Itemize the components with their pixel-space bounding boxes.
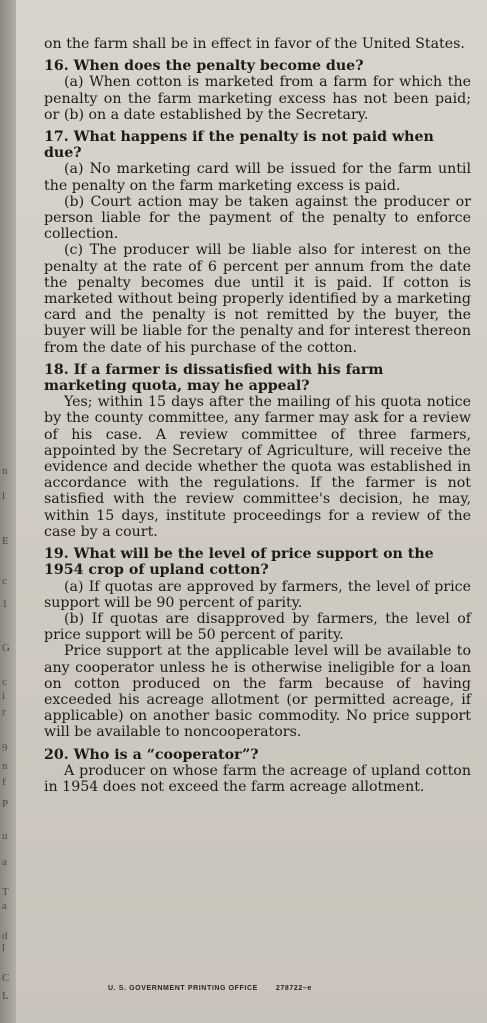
question-18-heading: 18. If a farmer is dissatisfied with his farm marketing quota, may he appeal? — [44, 361, 384, 395]
margin-glyph: 1 — [2, 598, 8, 610]
margin-glyph: a — [2, 900, 7, 912]
margin-glyph: E — [2, 535, 9, 547]
margin-glyph: c — [2, 676, 7, 688]
question-16-heading: 16. When does the penalty become due? — [44, 58, 364, 75]
page-margin-strip — [0, 0, 16, 1023]
question-19-heading: 19. What will be the level of price support on the 1954 crop of upland cotton? — [44, 546, 434, 579]
question-17-answer-b: (b) Court action may be taken against the producer or person liable for the payment of the penalty to enforce collection. — [44, 193, 471, 243]
intro-text: on the farm shall be in effect in favor of the United States. — [44, 36, 465, 52]
print-code: 278722–e — [275, 985, 312, 992]
margin-glyph: 9 — [2, 742, 8, 754]
question-16-answer: (a) When cotton is marketed from a farm for which the penalty on the farm marketing excess has not been paid; or (b) on a date established by the Secretary. — [44, 74, 471, 123]
margin-glyph: f — [2, 776, 6, 788]
question-20-answer: A producer on whose farm the acreage of upland cotton in 1954 does not exceed the farm acreage allotment. — [44, 762, 471, 795]
margin-glyph: d — [2, 930, 8, 942]
question-19-answer-b: (b) If quotas are disapproved by farmers, the level of price support will be 50 percent of parity. — [44, 610, 471, 644]
margin-glyph: i — [2, 690, 6, 702]
margin-glyph: r — [2, 706, 6, 718]
margin-glyph: l — [2, 490, 6, 502]
margin-glyph: T — [2, 886, 9, 898]
question-17-heading: 17. What happens if the penalty is not paid when due? — [44, 129, 434, 162]
document-page — [16, 0, 487, 1023]
question-19-answer-a: (a) If quotas are approved by farmers, the level of price support will be 90 percent of parity. — [44, 578, 471, 611]
margin-glyph: l — [2, 942, 6, 954]
margin-glyph: n — [2, 465, 8, 477]
margin-glyph: C — [2, 972, 10, 984]
margin-glyph: G — [2, 642, 10, 654]
question-20-heading: 20. Who is a “cooperator”? — [44, 746, 259, 763]
margin-glyph: n — [2, 760, 8, 772]
margin-glyph: c — [2, 575, 7, 587]
question-17-answer-c: (c) The producer will be liable also for interest on the penalty at the rate of 6 percent per annum from the date the penalty becomes due until it is paid. If cotton is marketed without being properly identified by a marketing card and the penalty is not remitted by the buyer, the buyer will be liable for the penalty and for interest thereon from the date of his purchase of the cotton. — [44, 242, 471, 356]
margin-glyph: u — [2, 830, 8, 842]
question-18-answer: Yes; within 15 days after the mailing of his quota notice by the county committee, any farmer may ask for a review of his case. A review committee of three farmers, appointed by the Secretary of Agriculture, will receive the evidence and decide whether the quota was established in accordance with the regulations. If the farmer is not satisfied with the review committee's decision, he may, within 15 days, institute proceedings for a review of the case by a court. — [44, 394, 471, 540]
question-17-answer-a: (a) No marketing card will be issued for the farm until the penalty on the farm marketing excess is paid. — [44, 161, 471, 194]
question-19-price-support: Price support at the applicable level will be available to any cooperator unless he is otherwise ineligible for a loan on cotton produced on the farm because of having exceeded his acreage allotment (or permitted acreage, if applicable) on another basic commodity. No price support will be available to noncooperators. — [44, 643, 471, 741]
margin-glyph: L — [2, 990, 9, 1002]
margin-glyph: P — [2, 798, 9, 810]
margin-glyph: a — [2, 856, 7, 868]
printer-footer — [108, 985, 468, 992]
document-text — [44, 36, 471, 795]
printer-imprint: U. S. GOVERNMENT PRINTING OFFICE — [108, 985, 258, 992]
